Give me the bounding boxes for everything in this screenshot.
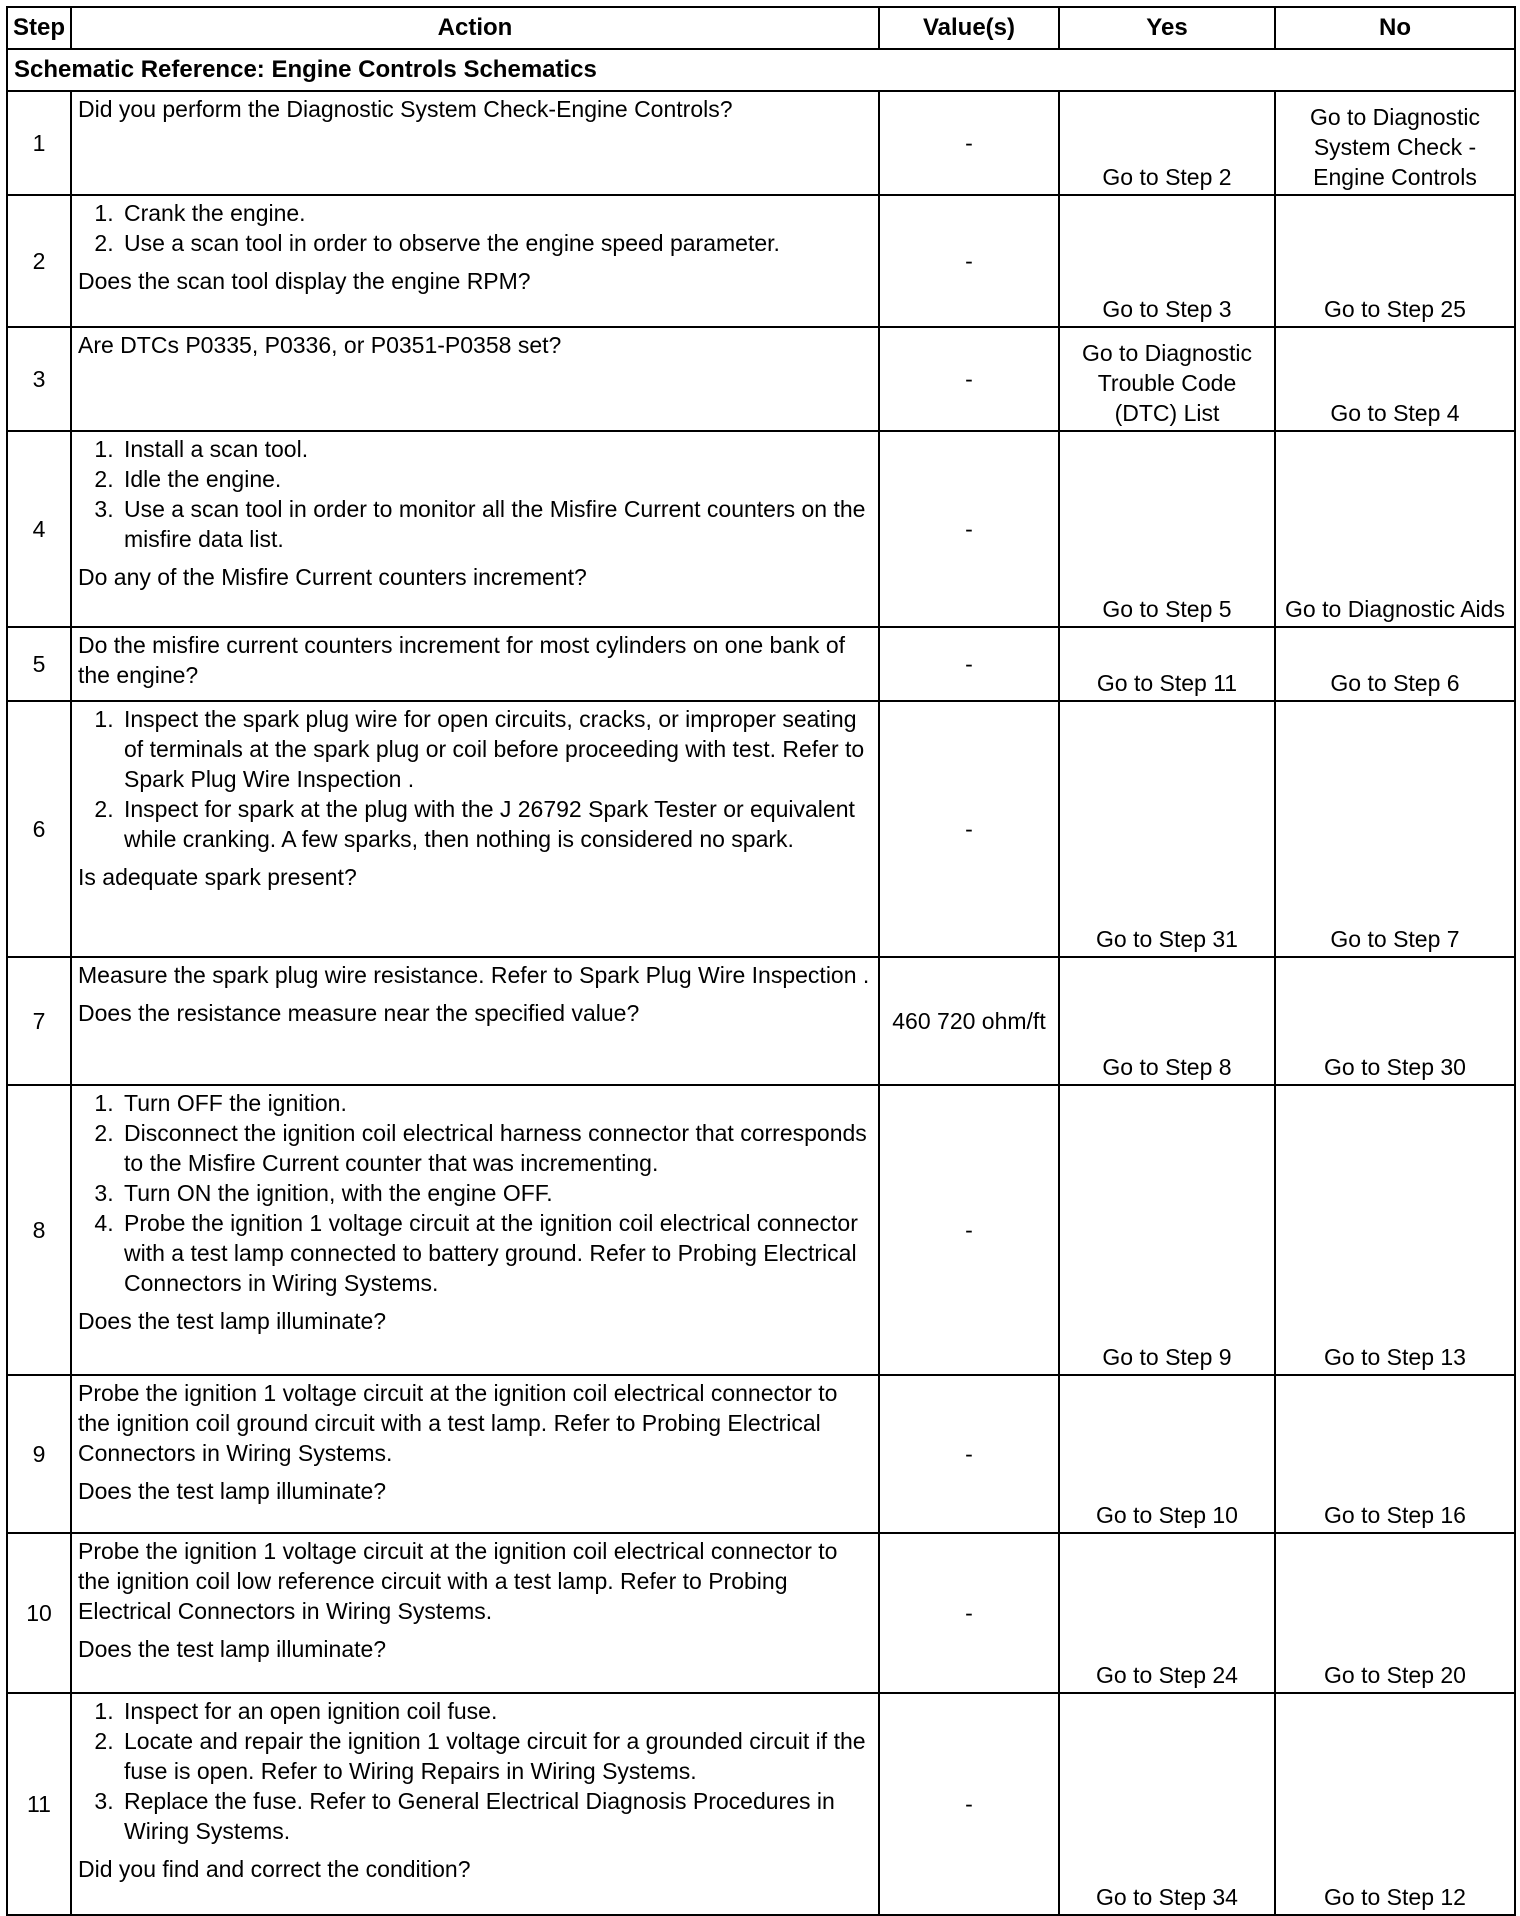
step-number: 2 [7,195,71,327]
action-step-item: 2. Use a scan tool in order to observe the engine speed parameter. [120,228,872,258]
diagnostic-table [6,6,1516,1916]
action-cell [71,327,879,431]
table-row [7,195,1515,327]
action-step-item: 3. Turn ON the ignition, with the engine OFF. [120,1178,872,1208]
action-text: Probe the ignition 1 voltage circuit at the ignition coil electrical connector to the ignition coil ground circuit with a test lamp. Refer to Probing Electrical Connectors in Wiring Systems. [78,1380,838,1466]
action-text: Do the misfire current counters increment for most cylinders on one bank of the engine? [78,632,846,688]
action-step-item: 3. Use a scan tool in order to monitor all the Misfire Current counters on the misfire data list. [120,494,872,554]
table-row [7,431,1515,627]
yes-cell [1059,1085,1275,1375]
step-number: 10 [7,1533,71,1693]
action-cell [71,627,879,701]
yes-result: Go to Step 8 [1102,1054,1232,1080]
step-number: 4 [7,431,71,627]
yes-cell [1059,195,1275,327]
table-row [7,1533,1515,1693]
table-row [7,957,1515,1085]
no-result: Go to Step 12 [1324,1884,1466,1910]
yes-cell [1059,327,1275,431]
action-text: Measure the spark plug wire resistance. Refer to Spark Plug Wire Inspection . [78,962,870,988]
yes-result: Go to Diagnostic Trouble Code (DTC) List [1081,340,1253,426]
action-step-item: 2. Inspect for spark at the plug with the J 26792 Spark Tester or equivalent while cranking. A few sparks, then nothing is considered no spark. [120,794,872,854]
no-cell [1275,1375,1515,1533]
value-cell: - [879,1693,1059,1915]
action-steps-list [78,1696,872,1846]
no-cell [1275,431,1515,627]
no-result: Go to Step 7 [1330,926,1460,952]
value-cell: - [879,431,1059,627]
value-cell: - [879,327,1059,431]
action-step-item: 1. Inspect the spark plug wire for open circuits, cracks, or improper seating of terminals at the spark plug or coil before proceeding with test. Refer to Spark Plug Wire Inspection . [120,704,872,794]
yes-result: Go to Step 9 [1102,1344,1232,1370]
table-row [7,1085,1515,1375]
action-step-item: 1. Install a scan tool. [120,434,872,464]
action-cell [71,195,879,327]
table-row [7,701,1515,957]
action-cell [71,957,879,1085]
no-cell [1275,195,1515,327]
yes-result: Go to Step 3 [1102,296,1232,322]
yes-cell [1059,1533,1275,1693]
value-cell: - [879,701,1059,957]
header-yes: Yes [1059,7,1275,49]
value-cell: - [879,195,1059,327]
action-steps-list [78,704,872,854]
step-number: 11 [7,1693,71,1915]
header-step: Step [7,7,71,49]
action-question: Does the test lamp illuminate? [78,1478,387,1504]
action-question: Does the scan tool display the engine RPM? [78,268,531,294]
yes-cell [1059,701,1275,957]
no-cell [1275,627,1515,701]
action-text: Are DTCs P0335, P0336, or P0351-P0358 set? [78,332,562,358]
schematic-reference-row [7,49,1515,91]
action-step-item: 2. Locate and repair the ignition 1 voltage circuit for a grounded circuit if the fuse is open. Refer to Wiring Repairs in Wiring Systems. [120,1726,872,1786]
header-action: Action [71,7,879,49]
action-question: Does the resistance measure near the specified value? [78,1000,640,1026]
step-number: 7 [7,957,71,1085]
action-cell [71,701,879,957]
action-question: Does the test lamp illuminate? [78,1636,387,1662]
table-row [7,1693,1515,1915]
action-step-item: 1. Inspect for an open ignition coil fuse. [120,1696,872,1726]
schematic-reference: Schematic Reference: Engine Controls Schematics [7,49,1515,91]
action-cell [71,91,879,195]
action-cell [71,1085,879,1375]
action-question: Is adequate spark present? [78,864,357,890]
action-text: Did you perform the Diagnostic System Check-Engine Controls? [78,96,733,122]
yes-result: Go to Step 10 [1096,1502,1238,1528]
value-cell: - [879,1375,1059,1533]
action-step-item: 4. Probe the ignition 1 voltage circuit at the ignition coil electrical connector with a test lamp connected to battery ground. Refer to Probing Electrical Connectors in Wiring Systems. [120,1208,872,1298]
yes-cell [1059,957,1275,1085]
no-result: Go to Step 20 [1324,1662,1466,1688]
action-steps-list [78,434,872,554]
yes-result: Go to Step 34 [1096,1884,1238,1910]
yes-result: Go to Step 24 [1096,1662,1238,1688]
no-result: Go to Step 16 [1324,1502,1466,1528]
no-cell [1275,327,1515,431]
table-row [7,1375,1515,1533]
action-text: Probe the ignition 1 voltage circuit at the ignition coil electrical connector to the ignition coil low reference circuit with a test lamp. Refer to Probing Electrical Connectors in Wiring Systems. [78,1538,838,1624]
no-result: Go to Diagnostic Aids [1285,596,1505,622]
header-no: No [1275,7,1515,49]
action-steps-list [78,1088,872,1298]
no-result: Go to Step 30 [1324,1054,1466,1080]
table-row [7,91,1515,195]
step-number: 8 [7,1085,71,1375]
no-result: Go to Step 4 [1330,400,1460,426]
value-cell: - [879,1533,1059,1693]
no-cell [1275,957,1515,1085]
value-cell: - [879,1085,1059,1375]
step-number: 5 [7,627,71,701]
no-cell [1275,91,1515,195]
action-cell [71,1375,879,1533]
action-step-item: 3. Replace the fuse. Refer to General Electrical Diagnosis Procedures in Wiring Systems. [120,1786,872,1846]
table-row [7,627,1515,701]
action-question: Do any of the Misfire Current counters increment? [78,564,587,590]
header-row [7,7,1515,49]
action-steps-list [78,198,872,258]
no-cell [1275,701,1515,957]
header-values: Value(s) [879,7,1059,49]
step-number: 6 [7,701,71,957]
no-result: Go to Step 6 [1330,670,1460,696]
no-result: Go to Step 25 [1324,296,1466,322]
action-cell [71,1693,879,1915]
yes-cell [1059,91,1275,195]
value-cell: 460 720 ohm/ft [879,957,1059,1085]
yes-result: Go to Step 2 [1102,164,1232,190]
yes-result: Go to Step 5 [1102,596,1232,622]
step-number: 1 [7,91,71,195]
action-question: Does the test lamp illuminate? [78,1308,387,1334]
table-row [7,327,1515,431]
action-step-item: 2. Idle the engine. [120,464,872,494]
action-cell [71,431,879,627]
action-cell [71,1533,879,1693]
yes-cell [1059,1375,1275,1533]
no-cell [1275,1693,1515,1915]
no-result: Go to Step 13 [1324,1344,1466,1370]
yes-result: Go to Step 11 [1096,670,1238,696]
action-step-item: 1. Crank the engine. [120,198,872,228]
step-number: 9 [7,1375,71,1533]
value-cell: - [879,627,1059,701]
no-cell [1275,1085,1515,1375]
yes-result: Go to Step 31 [1096,926,1238,952]
yes-cell [1059,1693,1275,1915]
action-step-item: 1. Turn OFF the ignition. [120,1088,872,1118]
action-question: Did you find and correct the condition? [78,1856,471,1882]
no-result: Go to Diagnostic System Check - Engine Controls [1309,104,1481,190]
yes-cell [1059,431,1275,627]
value-cell: - [879,91,1059,195]
yes-cell [1059,627,1275,701]
no-cell [1275,1533,1515,1693]
action-step-item: 2. Disconnect the ignition coil electrical harness connector that corresponds to the Misfire Current counter that was incrementing. [120,1118,872,1178]
step-number: 3 [7,327,71,431]
